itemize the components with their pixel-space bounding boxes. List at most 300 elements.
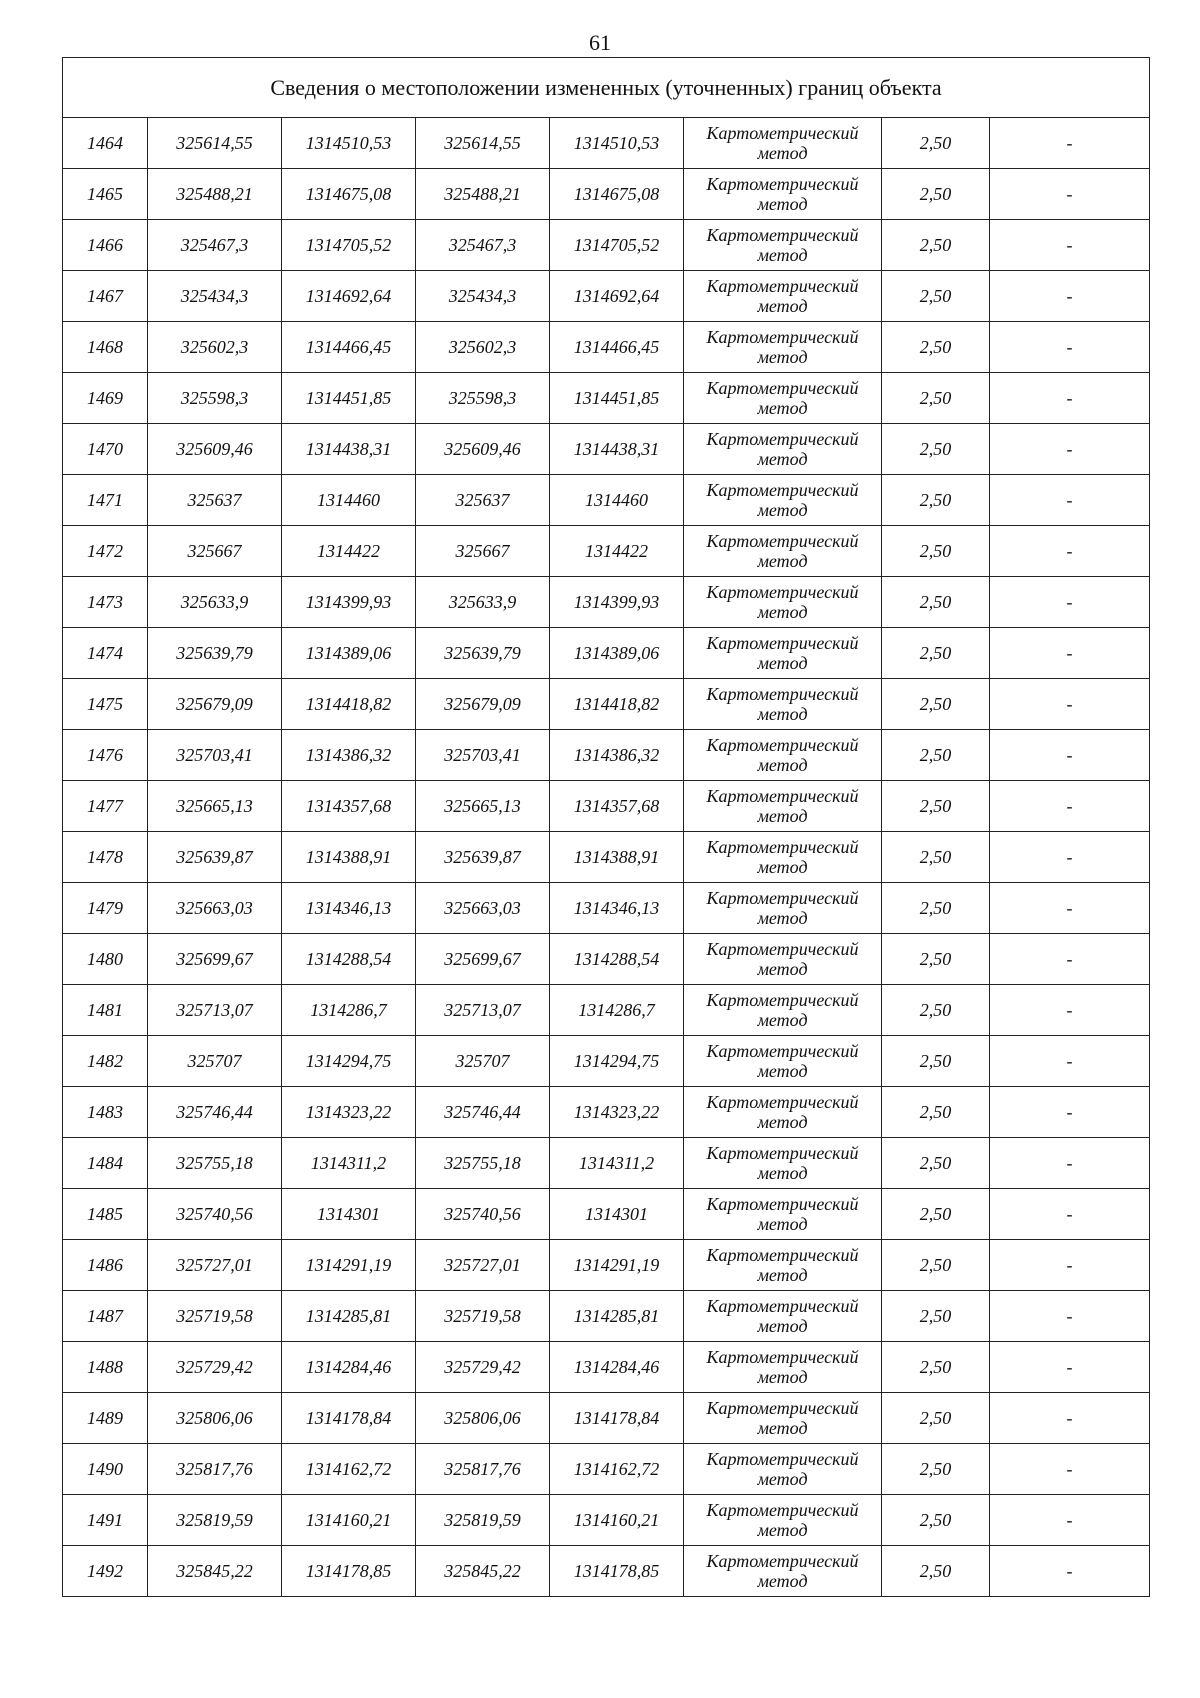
existing-y-cell: 1314692,64 (282, 271, 416, 322)
existing-y-cell: 1314388,91 (282, 832, 416, 883)
existing-y-cell: 1314284,46 (282, 1342, 416, 1393)
refined-x-cell: 325667 (416, 526, 550, 577)
existing-y-cell: 1314160,21 (282, 1495, 416, 1546)
method-line-2: метод (757, 908, 808, 928)
refined-y-cell: 1314291,19 (550, 1240, 684, 1291)
existing-y-cell: 1314451,85 (282, 373, 416, 424)
method-cell (684, 1546, 882, 1597)
method-line-1: Картометрический (706, 786, 859, 806)
table-row (63, 322, 1150, 373)
note-cell: - (990, 424, 1150, 475)
point-number-cell: 1486 (63, 1240, 148, 1291)
method-cell (684, 1444, 882, 1495)
point-number-cell: 1489 (63, 1393, 148, 1444)
table-title-row (63, 58, 1150, 118)
method-cell (684, 1240, 882, 1291)
refined-x-cell: 325746,44 (416, 1087, 550, 1138)
method-cell (684, 1393, 882, 1444)
method-cell (684, 832, 882, 883)
note-cell: - (990, 475, 1150, 526)
method-line-2: метод (757, 194, 808, 214)
note-cell: - (990, 1342, 1150, 1393)
existing-x-cell: 325746,44 (148, 1087, 282, 1138)
existing-x-cell: 325609,46 (148, 424, 282, 475)
existing-x-cell: 325806,06 (148, 1393, 282, 1444)
table-row (63, 373, 1150, 424)
method-line-1: Картометрический (706, 1041, 859, 1061)
note-cell: - (990, 832, 1150, 883)
method-cell (684, 1291, 882, 1342)
existing-x-cell: 325633,9 (148, 577, 282, 628)
note-cell: - (990, 1495, 1150, 1546)
accuracy-cell: 2,50 (882, 781, 990, 832)
method-cell (684, 1138, 882, 1189)
point-number-cell: 1490 (63, 1444, 148, 1495)
table-row (63, 169, 1150, 220)
refined-y-cell: 1314286,7 (550, 985, 684, 1036)
refined-y-cell: 1314301 (550, 1189, 684, 1240)
existing-y-cell: 1314323,22 (282, 1087, 416, 1138)
table-row (63, 730, 1150, 781)
existing-y-cell: 1314288,54 (282, 934, 416, 985)
accuracy-cell: 2,50 (882, 934, 990, 985)
point-number-cell: 1470 (63, 424, 148, 475)
note-cell: - (990, 1189, 1150, 1240)
table-row (63, 781, 1150, 832)
existing-x-cell: 325598,3 (148, 373, 282, 424)
existing-y-cell: 1314301 (282, 1189, 416, 1240)
existing-y-cell: 1314285,81 (282, 1291, 416, 1342)
refined-y-cell: 1314510,53 (550, 118, 684, 169)
accuracy-cell: 2,50 (882, 220, 990, 271)
existing-x-cell: 325488,21 (148, 169, 282, 220)
accuracy-cell: 2,50 (882, 1240, 990, 1291)
method-cell (684, 985, 882, 1036)
accuracy-cell: 2,50 (882, 1393, 990, 1444)
method-line-2: метод (757, 398, 808, 418)
boundary-table (62, 57, 1150, 1597)
existing-x-cell: 325707 (148, 1036, 282, 1087)
table-row (63, 628, 1150, 679)
page-number: 61 (589, 30, 611, 55)
method-line-2: метод (757, 602, 808, 622)
existing-x-cell: 325639,87 (148, 832, 282, 883)
method-cell (684, 781, 882, 832)
method-line-2: метод (757, 1214, 808, 1234)
table-row (63, 883, 1150, 934)
table-row (63, 475, 1150, 526)
existing-y-cell: 1314311,2 (282, 1138, 416, 1189)
method-line-1: Картометрический (706, 939, 859, 959)
refined-x-cell: 325434,3 (416, 271, 550, 322)
existing-y-cell: 1314422 (282, 526, 416, 577)
accuracy-cell: 2,50 (882, 271, 990, 322)
method-line-2: метод (757, 1469, 808, 1489)
method-line-1: Картометрический (706, 1092, 859, 1112)
refined-y-cell: 1314422 (550, 526, 684, 577)
refined-y-cell: 1314162,72 (550, 1444, 684, 1495)
method-line-1: Картометрический (706, 582, 859, 602)
refined-y-cell: 1314178,85 (550, 1546, 684, 1597)
refined-y-cell: 1314692,64 (550, 271, 684, 322)
point-number-cell: 1488 (63, 1342, 148, 1393)
accuracy-cell: 2,50 (882, 169, 990, 220)
table-row (63, 424, 1150, 475)
method-cell (684, 1036, 882, 1087)
method-line-2: метод (757, 1418, 808, 1438)
method-line-2: метод (757, 806, 808, 826)
refined-x-cell: 325598,3 (416, 373, 550, 424)
point-number-cell: 1464 (63, 118, 148, 169)
table-body (63, 118, 1150, 1597)
table-row (63, 1444, 1150, 1495)
accuracy-cell: 2,50 (882, 1189, 990, 1240)
accuracy-cell: 2,50 (882, 832, 990, 883)
method-line-1: Картометрический (706, 888, 859, 908)
existing-x-cell: 325845,22 (148, 1546, 282, 1597)
accuracy-cell: 2,50 (882, 424, 990, 475)
refined-x-cell: 325845,22 (416, 1546, 550, 1597)
method-line-1: Картометрический (706, 225, 859, 245)
point-number-cell: 1492 (63, 1546, 148, 1597)
existing-y-cell: 1314291,19 (282, 1240, 416, 1291)
method-line-1: Картометрический (706, 378, 859, 398)
refined-y-cell: 1314284,46 (550, 1342, 684, 1393)
method-line-2: метод (757, 959, 808, 979)
refined-y-cell: 1314386,32 (550, 730, 684, 781)
note-cell: - (990, 1087, 1150, 1138)
point-number-cell: 1485 (63, 1189, 148, 1240)
existing-y-cell: 1314460 (282, 475, 416, 526)
point-number-cell: 1487 (63, 1291, 148, 1342)
accuracy-cell: 2,50 (882, 322, 990, 373)
accuracy-cell: 2,50 (882, 985, 990, 1036)
existing-y-cell: 1314294,75 (282, 1036, 416, 1087)
refined-y-cell: 1314311,2 (550, 1138, 684, 1189)
accuracy-cell: 2,50 (882, 373, 990, 424)
note-cell: - (990, 1240, 1150, 1291)
method-line-1: Картометрический (706, 1143, 859, 1163)
refined-x-cell: 325467,3 (416, 220, 550, 271)
existing-y-cell: 1314178,85 (282, 1546, 416, 1597)
existing-x-cell: 325639,79 (148, 628, 282, 679)
point-number-cell: 1468 (63, 322, 148, 373)
refined-y-cell: 1314388,91 (550, 832, 684, 883)
refined-y-cell: 1314705,52 (550, 220, 684, 271)
method-line-2: метод (757, 347, 808, 367)
point-number-cell: 1466 (63, 220, 148, 271)
table-row (63, 1546, 1150, 1597)
point-number-cell: 1483 (63, 1087, 148, 1138)
method-line-2: метод (757, 551, 808, 571)
method-line-1: Картометрический (706, 1500, 859, 1520)
existing-x-cell: 325719,58 (148, 1291, 282, 1342)
refined-x-cell: 325806,06 (416, 1393, 550, 1444)
point-number-cell: 1474 (63, 628, 148, 679)
table-row (63, 577, 1150, 628)
method-line-1: Картометрический (706, 633, 859, 653)
method-line-2: метод (757, 1112, 808, 1132)
note-cell: - (990, 781, 1150, 832)
method-line-2: метод (757, 1265, 808, 1285)
existing-y-cell: 1314357,68 (282, 781, 416, 832)
existing-x-cell: 325817,76 (148, 1444, 282, 1495)
method-line-1: Картометрический (706, 1296, 859, 1316)
accuracy-cell: 2,50 (882, 526, 990, 577)
method-cell (684, 1189, 882, 1240)
method-line-2: метод (757, 296, 808, 316)
method-cell (684, 118, 882, 169)
existing-y-cell: 1314510,53 (282, 118, 416, 169)
point-number-cell: 1471 (63, 475, 148, 526)
refined-x-cell: 325707 (416, 1036, 550, 1087)
table-row (63, 1342, 1150, 1393)
refined-y-cell: 1314160,21 (550, 1495, 684, 1546)
refined-y-cell: 1314451,85 (550, 373, 684, 424)
accuracy-cell: 2,50 (882, 628, 990, 679)
table-row (63, 1087, 1150, 1138)
existing-x-cell: 325434,3 (148, 271, 282, 322)
method-cell (684, 475, 882, 526)
existing-x-cell: 325729,42 (148, 1342, 282, 1393)
refined-y-cell: 1314288,54 (550, 934, 684, 985)
method-line-1: Картометрический (706, 1398, 859, 1418)
existing-x-cell: 325740,56 (148, 1189, 282, 1240)
point-number-cell: 1467 (63, 271, 148, 322)
note-cell: - (990, 1444, 1150, 1495)
existing-y-cell: 1314418,82 (282, 679, 416, 730)
method-line-1: Картометрический (706, 1551, 859, 1571)
refined-x-cell: 325633,9 (416, 577, 550, 628)
existing-y-cell: 1314466,45 (282, 322, 416, 373)
method-line-2: метод (757, 1367, 808, 1387)
refined-x-cell: 325614,55 (416, 118, 550, 169)
point-number-cell: 1475 (63, 679, 148, 730)
point-number-cell: 1465 (63, 169, 148, 220)
method-line-1: Картометрический (706, 837, 859, 857)
refined-x-cell: 325727,01 (416, 1240, 550, 1291)
existing-y-cell: 1314346,13 (282, 883, 416, 934)
table-row (63, 1189, 1150, 1240)
method-line-1: Картометрический (706, 1194, 859, 1214)
point-number-cell: 1480 (63, 934, 148, 985)
method-line-1: Картометрический (706, 276, 859, 296)
refined-x-cell: 325639,79 (416, 628, 550, 679)
refined-x-cell: 325703,41 (416, 730, 550, 781)
note-cell: - (990, 271, 1150, 322)
table-row (63, 220, 1150, 271)
note-cell: - (990, 730, 1150, 781)
table-row (63, 832, 1150, 883)
method-line-1: Картометрический (706, 480, 859, 500)
method-line-2: метод (757, 857, 808, 877)
refined-x-cell: 325819,59 (416, 1495, 550, 1546)
point-number-cell: 1491 (63, 1495, 148, 1546)
method-cell (684, 679, 882, 730)
existing-x-cell: 325637 (148, 475, 282, 526)
method-cell (684, 373, 882, 424)
note-cell: - (990, 1138, 1150, 1189)
method-cell (684, 628, 882, 679)
note-cell: - (990, 934, 1150, 985)
method-line-2: метод (757, 143, 808, 163)
table-row (63, 118, 1150, 169)
refined-y-cell: 1314675,08 (550, 169, 684, 220)
accuracy-cell: 2,50 (882, 883, 990, 934)
method-cell (684, 526, 882, 577)
method-cell (684, 934, 882, 985)
note-cell: - (990, 1036, 1150, 1087)
accuracy-cell: 2,50 (882, 1342, 990, 1393)
accuracy-cell: 2,50 (882, 1291, 990, 1342)
existing-x-cell: 325667 (148, 526, 282, 577)
refined-x-cell: 325665,13 (416, 781, 550, 832)
method-line-1: Картометрический (706, 990, 859, 1010)
note-cell: - (990, 679, 1150, 730)
refined-x-cell: 325663,03 (416, 883, 550, 934)
existing-x-cell: 325467,3 (148, 220, 282, 271)
method-cell (684, 883, 882, 934)
note-cell: - (990, 322, 1150, 373)
method-line-2: метод (757, 500, 808, 520)
table-row (63, 1240, 1150, 1291)
accuracy-cell: 2,50 (882, 1546, 990, 1597)
refined-x-cell: 325719,58 (416, 1291, 550, 1342)
point-number-cell: 1482 (63, 1036, 148, 1087)
method-line-2: метод (757, 1163, 808, 1183)
existing-y-cell: 1314162,72 (282, 1444, 416, 1495)
method-line-2: метод (757, 1010, 808, 1030)
table-title: Сведения о местоположении измененных (уточненных) границ объекта (63, 58, 1150, 118)
method-line-2: метод (757, 1316, 808, 1336)
table-row (63, 271, 1150, 322)
table-row (63, 985, 1150, 1036)
point-number-cell: 1481 (63, 985, 148, 1036)
method-line-1: Картометрический (706, 123, 859, 143)
existing-x-cell: 325713,07 (148, 985, 282, 1036)
refined-x-cell: 325679,09 (416, 679, 550, 730)
refined-x-cell: 325729,42 (416, 1342, 550, 1393)
table-row (63, 1393, 1150, 1444)
method-cell (684, 169, 882, 220)
method-cell (684, 577, 882, 628)
method-line-1: Картометрический (706, 531, 859, 551)
point-number-cell: 1477 (63, 781, 148, 832)
table-row (63, 1138, 1150, 1189)
method-cell (684, 424, 882, 475)
method-line-1: Картометрический (706, 327, 859, 347)
method-line-1: Картометрический (706, 1449, 859, 1469)
refined-x-cell: 325740,56 (416, 1189, 550, 1240)
accuracy-cell: 2,50 (882, 475, 990, 526)
refined-y-cell: 1314399,93 (550, 577, 684, 628)
note-cell: - (990, 1291, 1150, 1342)
existing-x-cell: 325614,55 (148, 118, 282, 169)
refined-y-cell: 1314294,75 (550, 1036, 684, 1087)
method-cell (684, 1087, 882, 1138)
note-cell: - (990, 169, 1150, 220)
accuracy-cell: 2,50 (882, 1444, 990, 1495)
method-line-1: Картометрический (706, 1347, 859, 1367)
accuracy-cell: 2,50 (882, 118, 990, 169)
refined-y-cell: 1314460 (550, 475, 684, 526)
point-number-cell: 1479 (63, 883, 148, 934)
table-row (63, 526, 1150, 577)
existing-y-cell: 1314389,06 (282, 628, 416, 679)
refined-y-cell: 1314466,45 (550, 322, 684, 373)
method-line-2: метод (757, 245, 808, 265)
existing-x-cell: 325699,67 (148, 934, 282, 985)
existing-x-cell: 325819,59 (148, 1495, 282, 1546)
accuracy-cell: 2,50 (882, 730, 990, 781)
existing-y-cell: 1314178,84 (282, 1393, 416, 1444)
note-cell: - (990, 577, 1150, 628)
existing-y-cell: 1314438,31 (282, 424, 416, 475)
existing-y-cell: 1314286,7 (282, 985, 416, 1036)
point-number-cell: 1476 (63, 730, 148, 781)
method-cell (684, 730, 882, 781)
existing-x-cell: 325727,01 (148, 1240, 282, 1291)
method-line-1: Картометрический (706, 684, 859, 704)
accuracy-cell: 2,50 (882, 1036, 990, 1087)
method-line-2: метод (757, 1061, 808, 1081)
method-line-2: метод (757, 704, 808, 724)
method-line-2: метод (757, 1571, 808, 1591)
note-cell: - (990, 985, 1150, 1036)
refined-x-cell: 325609,46 (416, 424, 550, 475)
point-number-cell: 1478 (63, 832, 148, 883)
refined-x-cell: 325755,18 (416, 1138, 550, 1189)
refined-y-cell: 1314285,81 (550, 1291, 684, 1342)
existing-y-cell: 1314675,08 (282, 169, 416, 220)
accuracy-cell: 2,50 (882, 1087, 990, 1138)
refined-x-cell: 325639,87 (416, 832, 550, 883)
accuracy-cell: 2,50 (882, 577, 990, 628)
note-cell: - (990, 628, 1150, 679)
refined-y-cell: 1314389,06 (550, 628, 684, 679)
refined-y-cell: 1314178,84 (550, 1393, 684, 1444)
existing-y-cell: 1314399,93 (282, 577, 416, 628)
refined-x-cell: 325602,3 (416, 322, 550, 373)
method-line-2: метод (757, 653, 808, 673)
existing-x-cell: 325665,13 (148, 781, 282, 832)
note-cell: - (990, 883, 1150, 934)
table-row (63, 679, 1150, 730)
method-line-2: метод (757, 755, 808, 775)
note-cell: - (990, 220, 1150, 271)
refined-x-cell: 325817,76 (416, 1444, 550, 1495)
method-line-1: Картометрический (706, 1245, 859, 1265)
method-cell (684, 1342, 882, 1393)
method-line-1: Картометрический (706, 174, 859, 194)
refined-y-cell: 1314438,31 (550, 424, 684, 475)
accuracy-cell: 2,50 (882, 1138, 990, 1189)
refined-y-cell: 1314323,22 (550, 1087, 684, 1138)
point-number-cell: 1484 (63, 1138, 148, 1189)
boundary-table-container (62, 57, 1149, 1597)
refined-y-cell: 1314418,82 (550, 679, 684, 730)
refined-x-cell: 325699,67 (416, 934, 550, 985)
method-line-1: Картометрический (706, 429, 859, 449)
refined-y-cell: 1314346,13 (550, 883, 684, 934)
method-cell (684, 220, 882, 271)
note-cell: - (990, 118, 1150, 169)
method-cell (684, 271, 882, 322)
method-cell (684, 322, 882, 373)
existing-x-cell: 325663,03 (148, 883, 282, 934)
refined-x-cell: 325637 (416, 475, 550, 526)
existing-y-cell: 1314705,52 (282, 220, 416, 271)
